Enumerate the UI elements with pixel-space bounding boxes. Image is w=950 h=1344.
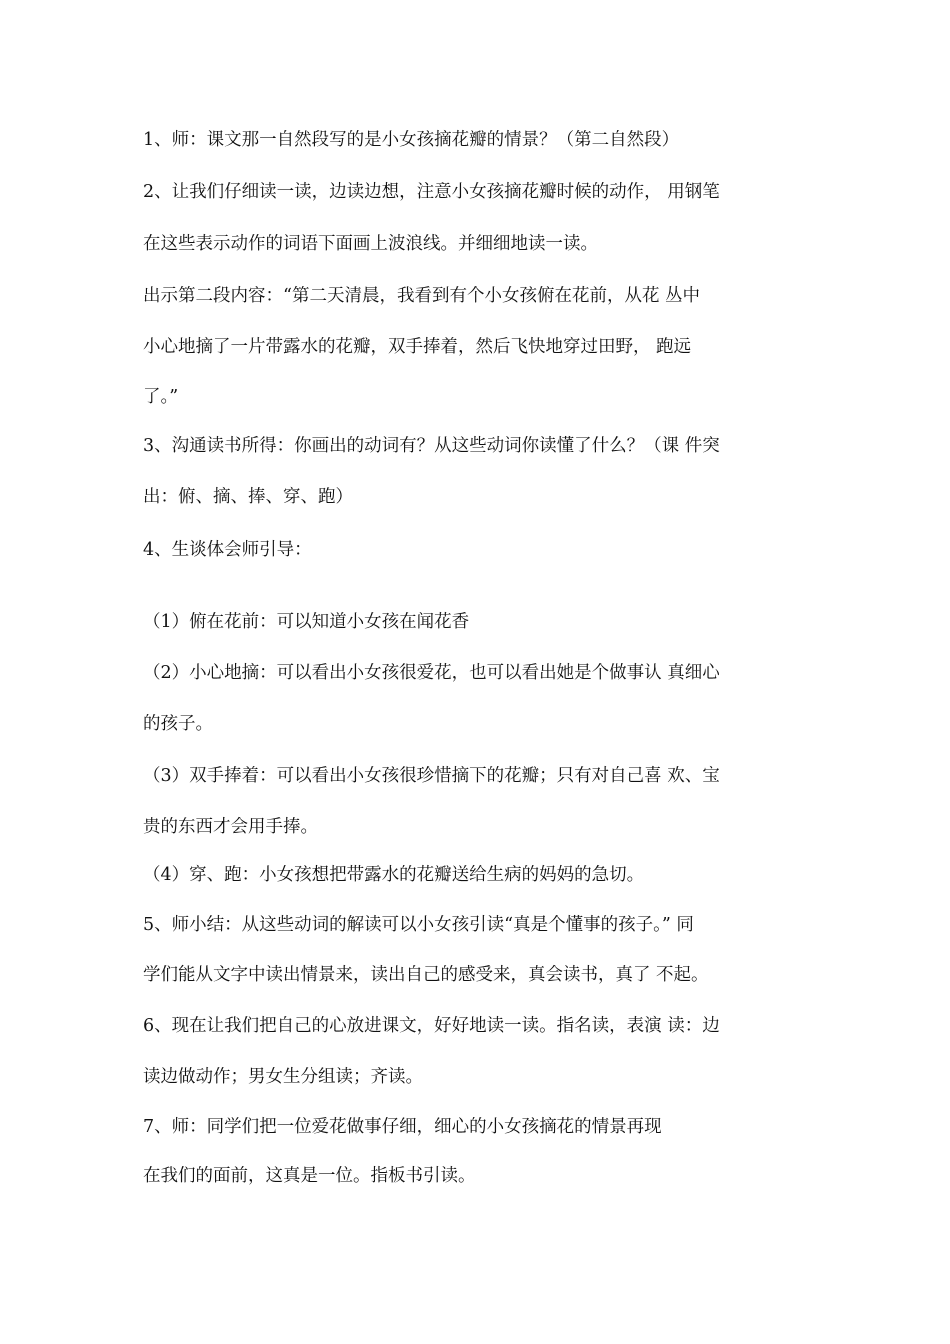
text-line-18: 6、现在让我们把自己的心放进课文，好好地读一读。指名读，表演 读：边: [143, 1016, 720, 1036]
text-line-20: 7、师：同学们把一位爱花做事仔细，细心的小女孩摘花的情景再现: [143, 1117, 662, 1137]
text-line-6: 了。”: [143, 387, 179, 407]
text-line-4: 出示第二段内容：“第二天清晨，我看到有个小女孩俯在花前，从花 丛中: [143, 286, 701, 306]
text-line-8: 出：俯、摘、捧、穿、跑）: [143, 487, 353, 507]
text-line-12: 的孩子。: [143, 714, 213, 734]
text-line-1: 1、师：课文那一自然段写的是小女孩摘花瓣的情景？（第二自然段）: [143, 130, 680, 150]
text-line-14: 贵的东西才会用手捧。: [143, 817, 318, 837]
text-line-2-main: 2、让我们仔细读一读，边读边想，注意小女孩摘花瓣时候的动作， 用钢笔: [143, 182, 720, 202]
text-line-15: （4）穿、跑：小女孩想把带露水的花瓣送给生病的妈妈的急切。: [143, 865, 645, 885]
text-line-17: 学们能从文字中读出情景来，读出自己的感受来，真会读书，真了 不起。: [143, 965, 709, 985]
text-line-3: 在这些表示动作的词语下面画上波浪线。并细细地读一读。: [143, 234, 598, 254]
text-line-10: （1）俯在花前：可以知道小女孩在闻花香: [143, 612, 470, 632]
text-line-21: 在我们的面前，这真是一位。指板书引读。: [143, 1166, 476, 1186]
text-line-7: 3、沟通读书所得：你画出的动词有？从这些动词你读懂了什么？（课 件突: [143, 436, 720, 456]
text-line-5: 小心地摘了一片带露水的花瓣，双手捧着，然后飞快地穿过田野， 跑远: [143, 337, 692, 357]
text-line-11: （2）小心地摘：可以看出小女孩很爱花，也可以看出她是个做事认 真细心: [143, 663, 720, 683]
text-line-16: 5、师小结：从这些动词的解读可以小女孩引读“真是个懂事的孩子。” 同: [143, 915, 694, 935]
text-line-9: 4、生谈体会师引导：: [143, 540, 312, 560]
text-line-2: [143, 180, 816, 204]
text-line-13: （3）双手捧着：可以看出小女孩很珍惜摘下的花瓣；只有对自己喜 欢、宝: [143, 766, 720, 786]
text-line-19: 读边做动作；男女生分组读；齐读。: [143, 1067, 423, 1087]
